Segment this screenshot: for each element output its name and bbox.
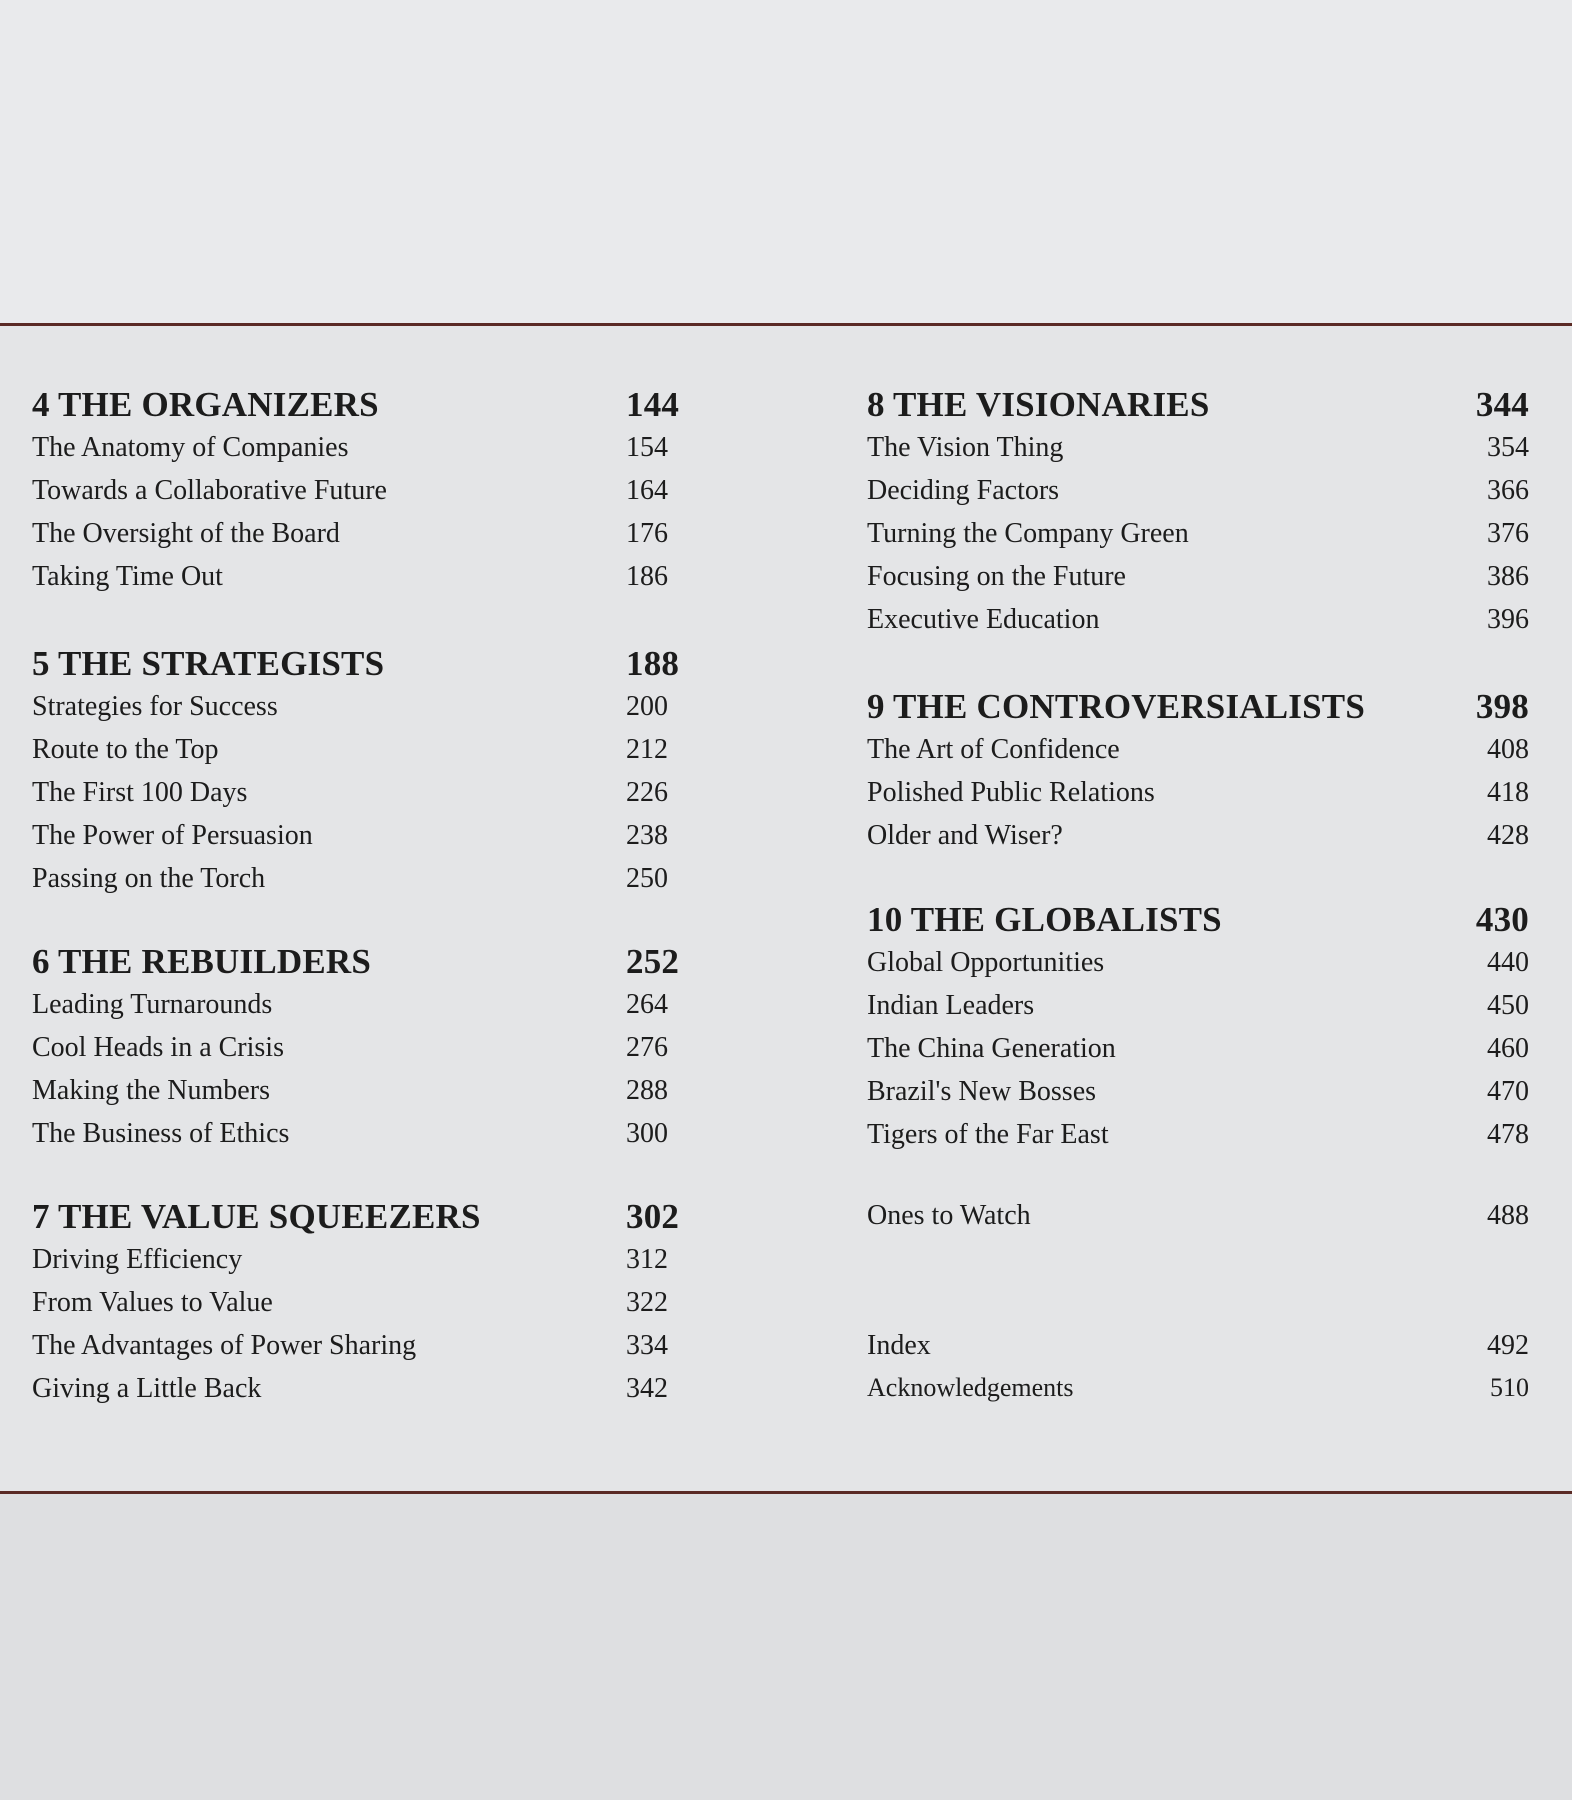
toc-entry xyxy=(867,475,1529,518)
chapter-heading xyxy=(32,644,692,691)
toc-entry-page: 322 xyxy=(626,1287,668,1318)
toc-entry-title: Making the Numbers xyxy=(32,1075,270,1106)
toc-entry xyxy=(867,561,1529,604)
toc-entry-page: 386 xyxy=(1487,561,1529,592)
toc-entry xyxy=(867,518,1529,561)
toc-entry-title: The Anatomy of Companies xyxy=(32,432,349,463)
top-rule xyxy=(0,323,1572,326)
chapter-heading-page: 188 xyxy=(626,644,680,683)
chapter-heading xyxy=(867,900,1529,947)
chapter-section xyxy=(867,687,1529,863)
toc-entry-page: 418 xyxy=(1487,777,1529,808)
blank-page-top xyxy=(0,0,1572,325)
toc-entry-page: 288 xyxy=(626,1075,668,1106)
toc-entry-page: 510 xyxy=(1490,1373,1529,1402)
toc-entry-page: 276 xyxy=(626,1032,668,1063)
chapter-heading xyxy=(867,385,1529,432)
toc-entry-page: 366 xyxy=(1487,475,1529,506)
toc-entry xyxy=(867,432,1529,475)
chapter-heading-page: 144 xyxy=(626,385,680,424)
toc-entry-title: Executive Education xyxy=(867,604,1100,635)
toc-entry xyxy=(867,1119,1529,1162)
toc-entry-title: The Oversight of the Board xyxy=(32,518,340,549)
toc-entry-title: The Art of Confidence xyxy=(867,734,1120,765)
chapter-section xyxy=(32,942,692,1161)
chapter-section xyxy=(867,900,1529,1162)
toc-entry xyxy=(32,734,692,777)
chapter-heading-title: 4 THE ORGANIZERS xyxy=(32,385,379,424)
blank-page-bottom xyxy=(0,1494,1572,1800)
toc-entry-page: 478 xyxy=(1487,1119,1529,1150)
toc-entry-title: Towards a Collaborative Future xyxy=(32,475,387,506)
toc-entry-page: 312 xyxy=(626,1244,668,1275)
chapter-heading-page: 252 xyxy=(626,942,680,981)
toc-entry-title: Taking Time Out xyxy=(32,561,223,592)
toc-entry xyxy=(867,990,1529,1033)
back-matter-section xyxy=(867,1330,1529,1416)
toc-entry xyxy=(32,432,692,475)
toc-entry-title: Focusing on the Future xyxy=(867,561,1126,592)
toc-entry-page: 450 xyxy=(1487,990,1529,1021)
chapter-section xyxy=(867,385,1529,647)
toc-entry-title: The First 100 Days xyxy=(32,777,248,808)
toc-entry-title: Index xyxy=(867,1330,931,1361)
toc-entry-page: 460 xyxy=(1487,1033,1529,1064)
toc-entry-title: The Power of Persuasion xyxy=(32,820,313,851)
toc-entry-page: 300 xyxy=(626,1118,668,1149)
toc-entry-page: 470 xyxy=(1487,1076,1529,1107)
toc-entry-title: Leading Turnarounds xyxy=(32,989,273,1020)
chapter-heading-title: 7 THE VALUE SQUEEZERS xyxy=(32,1197,481,1236)
chapter-heading xyxy=(32,942,692,989)
toc-entry-page: 492 xyxy=(1487,1330,1529,1361)
chapter-heading-page: 302 xyxy=(626,1197,680,1236)
toc-entry-page: 176 xyxy=(626,518,668,549)
toc-entry-title: Ones to Watch xyxy=(867,1200,1031,1231)
toc-entry-title: The Vision Thing xyxy=(867,432,1064,463)
toc-entry-title: Giving a Little Back xyxy=(32,1373,262,1404)
toc-entry xyxy=(32,691,692,734)
toc-entry xyxy=(32,1373,692,1416)
toc-entry xyxy=(867,777,1529,820)
toc-entry-title: From Values to Value xyxy=(32,1287,273,1318)
toc-entry-page: 164 xyxy=(626,475,668,506)
toc-entry xyxy=(32,1244,692,1287)
toc-entry-title: Global Opportunities xyxy=(867,947,1105,978)
toc-entry-page: 186 xyxy=(626,561,668,592)
toc-entry-page: 428 xyxy=(1487,820,1529,851)
toc-entry-page: 488 xyxy=(1487,1200,1529,1231)
toc-entry-page: 396 xyxy=(1487,604,1529,635)
toc-entry xyxy=(867,1373,1529,1416)
toc-entry-title: Tigers of the Far East xyxy=(867,1119,1109,1150)
toc-entry-page: 226 xyxy=(626,777,668,808)
toc-entry xyxy=(867,604,1529,647)
chapter-heading-title: 8 THE VISIONARIES xyxy=(867,385,1210,424)
toc-entry xyxy=(32,1118,692,1161)
toc-entry-page: 154 xyxy=(626,432,668,463)
toc-entry xyxy=(32,820,692,863)
chapter-section xyxy=(32,644,692,906)
toc-entry-title: Polished Public Relations xyxy=(867,777,1155,808)
toc-entry-title: Older and Wiser? xyxy=(867,820,1063,851)
toc-entry-page: 408 xyxy=(1487,734,1529,765)
toc-entry-page: 264 xyxy=(626,989,668,1020)
chapter-heading xyxy=(867,687,1529,734)
chapter-heading xyxy=(32,385,692,432)
toc-entry xyxy=(867,820,1529,863)
toc-entry-title: Cool Heads in a Crisis xyxy=(32,1032,284,1063)
toc-entry xyxy=(32,1330,692,1373)
toc-entry-title: Turning the Company Green xyxy=(867,518,1189,549)
toc-entry xyxy=(867,1330,1529,1373)
toc-entry xyxy=(867,1200,1529,1243)
toc-entry-title: The Business of Ethics xyxy=(32,1118,290,1149)
toc-entry-title: Brazil's New Bosses xyxy=(867,1076,1097,1107)
toc-entry xyxy=(867,1076,1529,1119)
toc-entry-page: 238 xyxy=(626,820,668,851)
toc-entry xyxy=(32,1075,692,1118)
toc-entry-page: 354 xyxy=(1487,432,1529,463)
toc-entry xyxy=(32,561,692,604)
chapter-heading-page: 398 xyxy=(1475,687,1529,726)
toc-entry-title: Passing on the Torch xyxy=(32,863,266,894)
toc-entry-title: Route to the Top xyxy=(32,734,219,765)
toc-entry-title: The Advantages of Power Sharing xyxy=(32,1330,417,1361)
toc-entry xyxy=(32,1287,692,1330)
toc-entry xyxy=(32,518,692,561)
toc-entry-page: 250 xyxy=(626,863,668,894)
toc-entry-page: 376 xyxy=(1487,518,1529,549)
chapter-heading-title: 9 THE CONTROVERSIALISTS xyxy=(867,687,1366,726)
toc-entry xyxy=(867,1033,1529,1076)
chapter-heading-title: 5 THE STRATEGISTS xyxy=(32,644,385,683)
chapter-heading-title: 10 THE GLOBALISTS xyxy=(867,900,1222,939)
toc-entry xyxy=(867,947,1529,990)
toc-entry-title: Strategies for Success xyxy=(32,691,278,722)
toc-entry-title: Deciding Factors xyxy=(867,475,1060,506)
chapter-heading-page: 344 xyxy=(1475,385,1529,424)
chapter-heading-page: 430 xyxy=(1475,900,1529,939)
toc-entry-title: Driving Efficiency xyxy=(32,1244,243,1275)
chapter-heading xyxy=(32,1197,692,1244)
chapter-section xyxy=(32,1197,692,1416)
toc-entry xyxy=(32,475,692,518)
toc-entry-page: 342 xyxy=(626,1373,668,1404)
toc-entry-title: Indian Leaders xyxy=(867,990,1035,1021)
toc-entry-page: 212 xyxy=(626,734,668,765)
chapter-heading-title: 6 THE REBUILDERS xyxy=(32,942,372,981)
toc-entry xyxy=(32,989,692,1032)
toc-entry-page: 334 xyxy=(626,1330,668,1361)
chapter-section xyxy=(32,385,692,604)
toc-entry-page: 440 xyxy=(1487,947,1529,978)
toc-entry-page: 200 xyxy=(626,691,668,722)
ones-to-watch-section xyxy=(867,1200,1529,1243)
toc-entry xyxy=(32,1032,692,1075)
toc-entry-title: The China Generation xyxy=(867,1033,1116,1064)
toc-entry-title: Acknowledgements xyxy=(867,1373,1074,1402)
toc-entry xyxy=(32,863,692,906)
toc-entry xyxy=(867,734,1529,777)
toc-entry xyxy=(32,777,692,820)
